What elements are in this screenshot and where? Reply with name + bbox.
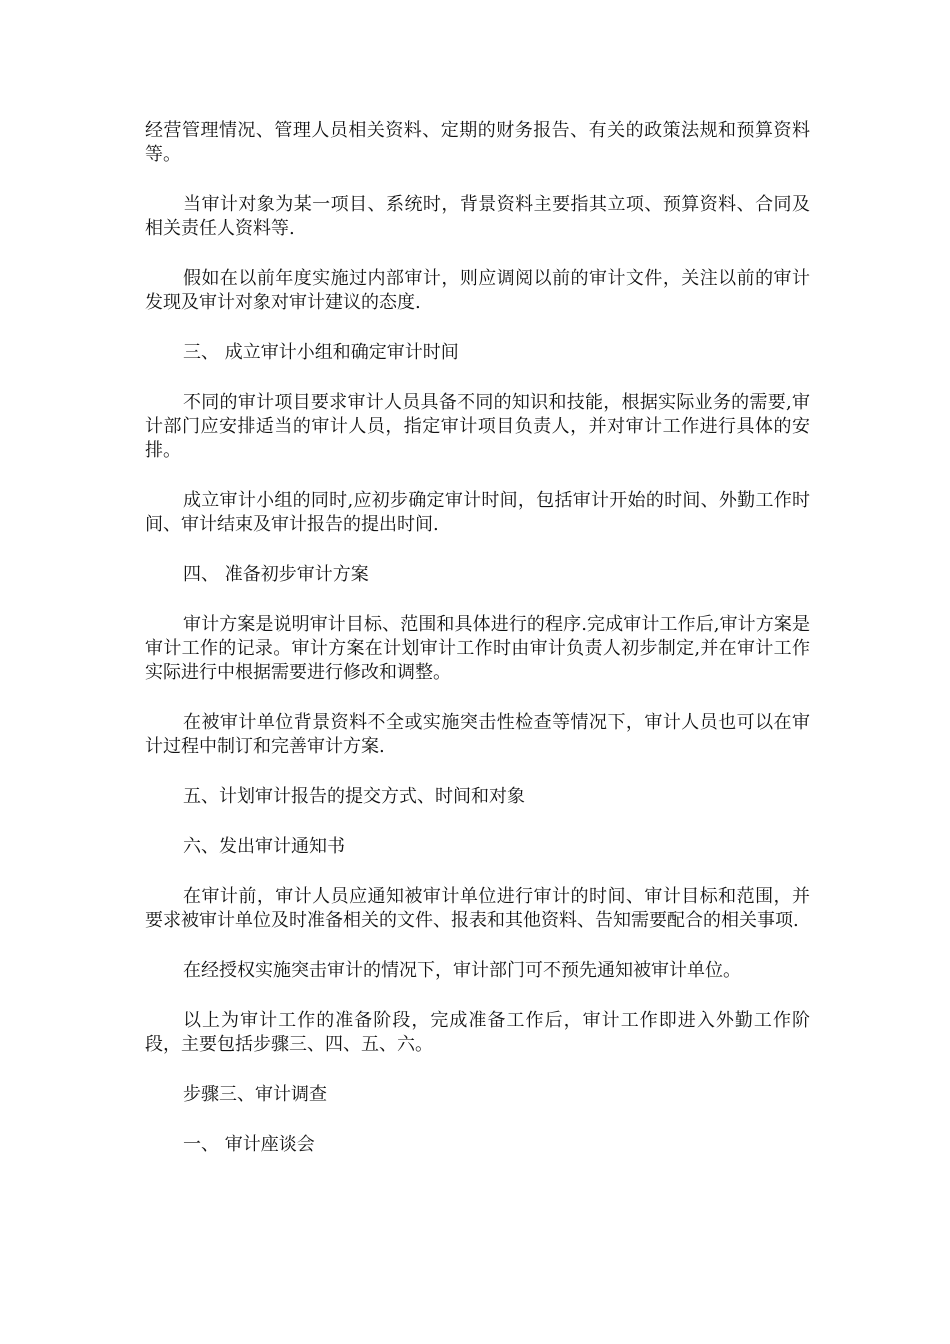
section-heading: 四、 准备初步审计方案: [183, 564, 369, 585]
section-heading: 一、 审计座谈会: [183, 1134, 315, 1155]
step-heading: 步骤三、审计调查: [183, 1084, 327, 1105]
paragraph: 当审计对象为某一项目、系统时，背景资料主要指其立项、预算资料、合同及相关责任人资料等.: [145, 194, 810, 239]
paragraph: 不同的审计项目要求审计人员具备不同的知识和技能，根据实际业务的需要,审计部门应安排适当的审计人员，指定审计项目负责人，并对审计工作进行具体的安排。: [145, 392, 810, 461]
paragraph: 以上为审计工作的准备阶段，完成准备工作后，审计工作即进入外勤工作阶段，主要包括步骤三、四、五、六。: [145, 1010, 810, 1055]
paragraph: 在审计前，审计人员应通知被审计单位进行审计的时间、审计目标和范围，并要求被审计单位及时准备相关的文件、报表和其他资料、告知需要配合的相关事项.: [145, 886, 810, 931]
paragraph: 假如在以前年度实施过内部审计，则应调阅以前的审计文件，关注以前的审计发现及审计对象对审计建议的态度.: [145, 268, 810, 313]
paragraph: 成立审计小组的同时,应初步确定审计时间，包括审计开始的时间、外勤工作时间、审计结束及审计报告的提出时间.: [145, 490, 810, 535]
section-heading: 五、计划审计报告的提交方式、时间和对象: [183, 786, 525, 807]
paragraph: 在被审计单位背景资料不全或实施突击性检查等情况下，审计人员也可以在审计过程中制订和完善审计方案.: [145, 712, 810, 757]
document-body: [145, 119, 810, 1183]
paragraph: 在经授权实施突击审计的情况下，审计部门可不预先通知被审计单位。: [183, 960, 741, 981]
paragraph: 审计方案是说明审计目标、范围和具体进行的程序.完成审计工作后,审计方案是审计工作的记录。审计方案在计划审计工作时由审计负责人初步制定,并在审计工作实际进行中根据需要进行修改和调整。: [145, 614, 810, 683]
paragraph: 经营管理情况、管理人员相关资料、定期的财务报告、有关的政策法规和预算资料等。: [145, 120, 810, 165]
section-heading: 六、发出审计通知书: [183, 836, 345, 857]
section-heading: 三、 成立审计小组和确定审计时间: [183, 342, 459, 363]
